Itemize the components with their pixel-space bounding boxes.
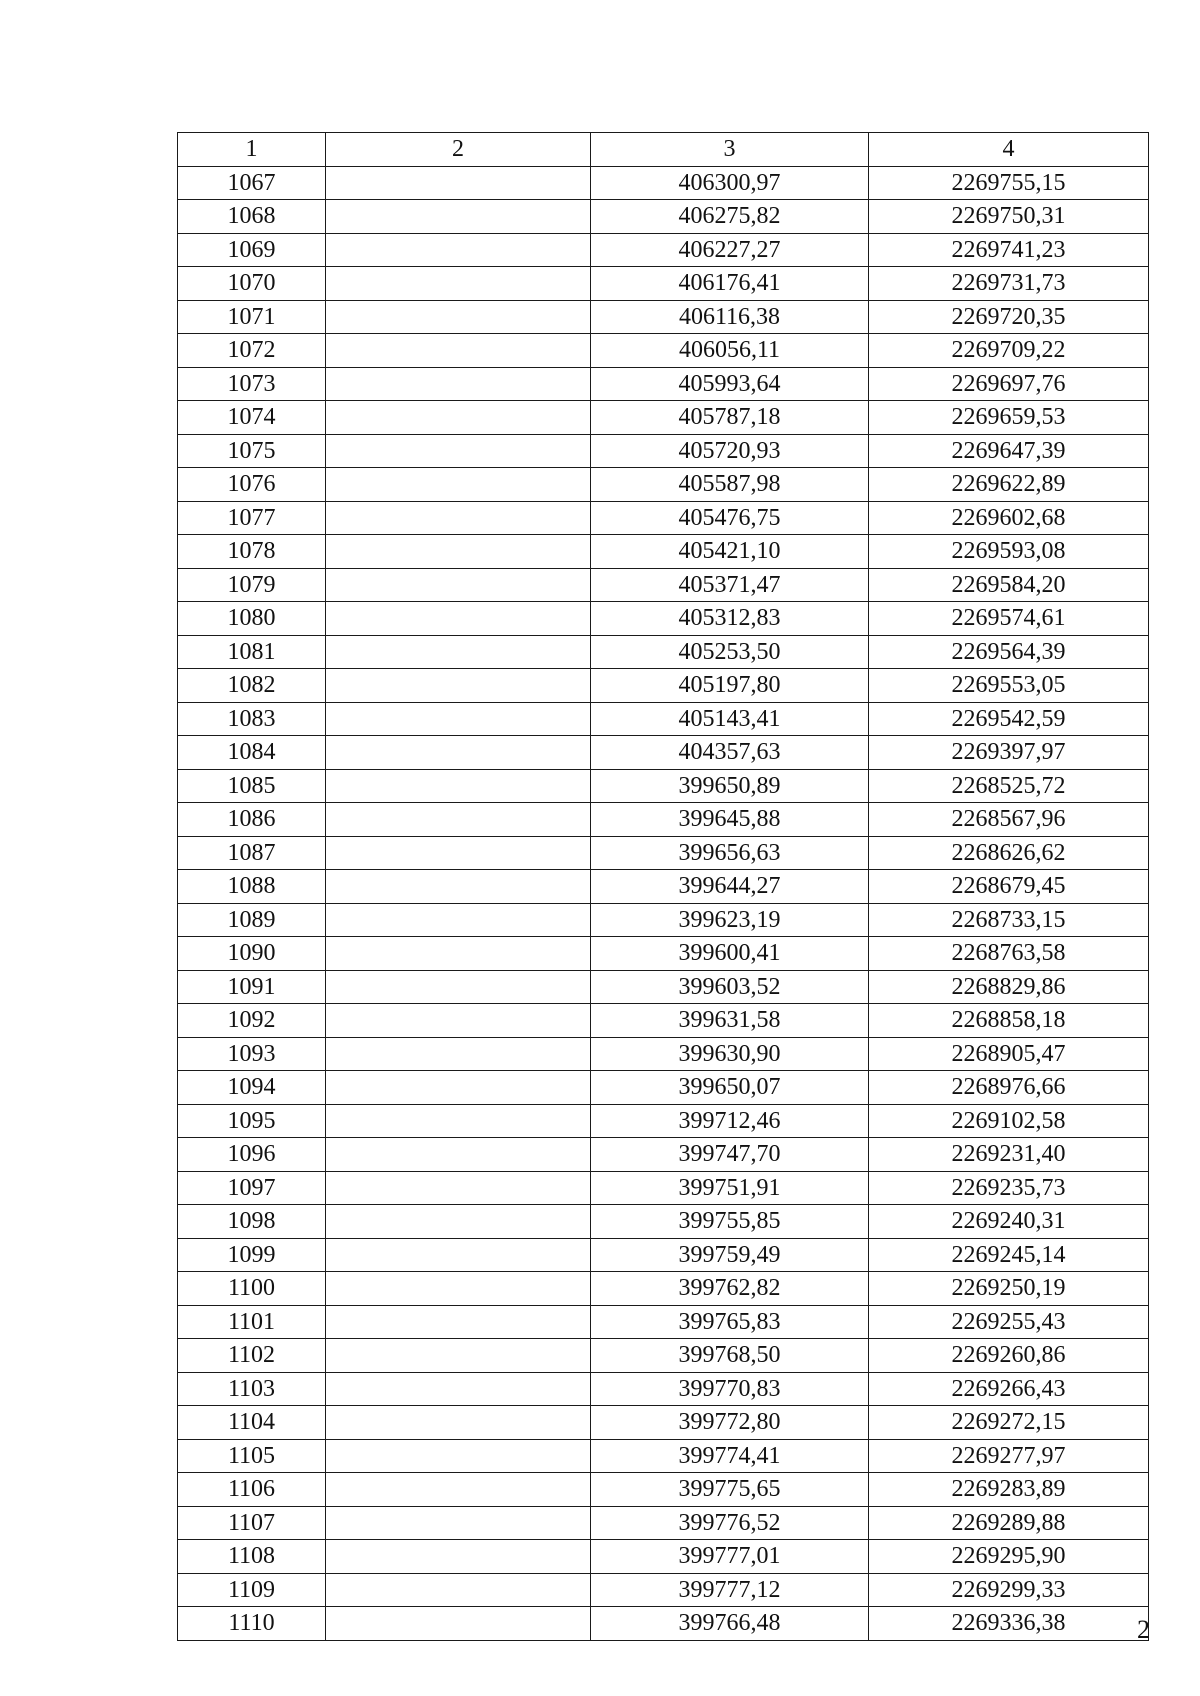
description-cell bbox=[326, 1138, 591, 1172]
table-row bbox=[178, 1372, 1149, 1406]
y-coordinate-cell: 2268858,18 bbox=[869, 1004, 1149, 1038]
y-coordinate-cell: 2269272,15 bbox=[869, 1406, 1149, 1440]
table-row bbox=[178, 903, 1149, 937]
description-cell bbox=[326, 334, 591, 368]
point-number-cell: 1101 bbox=[178, 1305, 326, 1339]
description-cell bbox=[326, 1071, 591, 1105]
description-cell bbox=[326, 903, 591, 937]
description-cell bbox=[326, 535, 591, 569]
x-coordinate-cell: 399766,48 bbox=[591, 1607, 869, 1641]
table-row bbox=[178, 166, 1149, 200]
y-coordinate-cell: 2269260,86 bbox=[869, 1339, 1149, 1373]
point-number-cell: 1084 bbox=[178, 736, 326, 770]
x-coordinate-cell: 405371,47 bbox=[591, 568, 869, 602]
y-coordinate-cell: 2269336,38 bbox=[869, 1607, 1149, 1641]
table-row bbox=[178, 468, 1149, 502]
y-coordinate-cell: 2269231,40 bbox=[869, 1138, 1149, 1172]
point-number-cell: 1073 bbox=[178, 367, 326, 401]
y-coordinate-cell: 2268829,86 bbox=[869, 970, 1149, 1004]
x-coordinate-cell: 406116,38 bbox=[591, 300, 869, 334]
table-row bbox=[178, 602, 1149, 636]
point-number-cell: 1086 bbox=[178, 803, 326, 837]
y-coordinate-cell: 2269255,43 bbox=[869, 1305, 1149, 1339]
x-coordinate-cell: 405476,75 bbox=[591, 501, 869, 535]
x-coordinate-cell: 399630,90 bbox=[591, 1037, 869, 1071]
y-coordinate-cell: 2269289,88 bbox=[869, 1506, 1149, 1540]
table-row bbox=[178, 1171, 1149, 1205]
header-cell-col2: 2 bbox=[326, 133, 591, 167]
y-coordinate-cell: 2268679,45 bbox=[869, 870, 1149, 904]
table-row bbox=[178, 434, 1149, 468]
table-row bbox=[178, 1205, 1149, 1239]
point-number-cell: 1102 bbox=[178, 1339, 326, 1373]
description-cell bbox=[326, 1205, 591, 1239]
y-coordinate-cell: 2269709,22 bbox=[869, 334, 1149, 368]
description-cell bbox=[326, 870, 591, 904]
y-coordinate-cell: 2268525,72 bbox=[869, 769, 1149, 803]
point-number-cell: 1095 bbox=[178, 1104, 326, 1138]
point-number-cell: 1077 bbox=[178, 501, 326, 535]
table-row bbox=[178, 1138, 1149, 1172]
x-coordinate-cell: 399776,52 bbox=[591, 1506, 869, 1540]
table-row bbox=[178, 200, 1149, 234]
point-number-cell: 1100 bbox=[178, 1272, 326, 1306]
point-number-cell: 1093 bbox=[178, 1037, 326, 1071]
y-coordinate-cell: 2268567,96 bbox=[869, 803, 1149, 837]
table-row bbox=[178, 970, 1149, 1004]
description-cell bbox=[326, 602, 591, 636]
description-cell bbox=[326, 1573, 591, 1607]
table-row bbox=[178, 501, 1149, 535]
point-number-cell: 1082 bbox=[178, 669, 326, 703]
table-row bbox=[178, 937, 1149, 971]
page-number: 2 bbox=[1137, 1615, 1150, 1644]
description-cell bbox=[326, 803, 591, 837]
x-coordinate-cell: 405787,18 bbox=[591, 401, 869, 435]
table-body bbox=[178, 166, 1149, 1640]
point-number-cell: 1071 bbox=[178, 300, 326, 334]
table-row bbox=[178, 568, 1149, 602]
x-coordinate-cell: 399603,52 bbox=[591, 970, 869, 1004]
description-cell bbox=[326, 501, 591, 535]
description-cell bbox=[326, 233, 591, 267]
point-number-cell: 1090 bbox=[178, 937, 326, 971]
table-row bbox=[178, 267, 1149, 301]
x-coordinate-cell: 406176,41 bbox=[591, 267, 869, 301]
y-coordinate-cell: 2268905,47 bbox=[869, 1037, 1149, 1071]
y-coordinate-cell: 2269397,97 bbox=[869, 736, 1149, 770]
table-row bbox=[178, 334, 1149, 368]
description-cell bbox=[326, 1439, 591, 1473]
y-coordinate-cell: 2269731,73 bbox=[869, 267, 1149, 301]
x-coordinate-cell: 399712,46 bbox=[591, 1104, 869, 1138]
point-number-cell: 1075 bbox=[178, 434, 326, 468]
x-coordinate-cell: 405720,93 bbox=[591, 434, 869, 468]
description-cell bbox=[326, 702, 591, 736]
description-cell bbox=[326, 1004, 591, 1038]
y-coordinate-cell: 2269720,35 bbox=[869, 300, 1149, 334]
header-cell-col4: 4 bbox=[869, 133, 1149, 167]
point-number-cell: 1087 bbox=[178, 836, 326, 870]
description-cell bbox=[326, 1607, 591, 1641]
y-coordinate-cell: 2269659,53 bbox=[869, 401, 1149, 435]
table-row bbox=[178, 1339, 1149, 1373]
table-row bbox=[178, 635, 1149, 669]
y-coordinate-cell: 2269240,31 bbox=[869, 1205, 1149, 1239]
x-coordinate-cell: 399650,89 bbox=[591, 769, 869, 803]
table-row bbox=[178, 1439, 1149, 1473]
y-coordinate-cell: 2269741,23 bbox=[869, 233, 1149, 267]
x-coordinate-cell: 405312,83 bbox=[591, 602, 869, 636]
description-cell bbox=[326, 1339, 591, 1373]
x-coordinate-cell: 399770,83 bbox=[591, 1372, 869, 1406]
table-row bbox=[178, 702, 1149, 736]
x-coordinate-cell: 405197,80 bbox=[591, 669, 869, 703]
coordinates-table bbox=[177, 132, 1149, 1641]
description-cell bbox=[326, 568, 591, 602]
x-coordinate-cell: 399600,41 bbox=[591, 937, 869, 971]
table-row bbox=[178, 401, 1149, 435]
y-coordinate-cell: 2269235,73 bbox=[869, 1171, 1149, 1205]
description-cell bbox=[326, 401, 591, 435]
point-number-cell: 1081 bbox=[178, 635, 326, 669]
x-coordinate-cell: 404357,63 bbox=[591, 736, 869, 770]
point-number-cell: 1079 bbox=[178, 568, 326, 602]
x-coordinate-cell: 399656,63 bbox=[591, 836, 869, 870]
y-coordinate-cell: 2268763,58 bbox=[869, 937, 1149, 971]
point-number-cell: 1107 bbox=[178, 1506, 326, 1540]
x-coordinate-cell: 405143,41 bbox=[591, 702, 869, 736]
point-number-cell: 1092 bbox=[178, 1004, 326, 1038]
description-cell bbox=[326, 1305, 591, 1339]
description-cell bbox=[326, 166, 591, 200]
description-cell bbox=[326, 836, 591, 870]
description-cell bbox=[326, 1506, 591, 1540]
table-row bbox=[178, 836, 1149, 870]
point-number-cell: 1110 bbox=[178, 1607, 326, 1641]
x-coordinate-cell: 406056,11 bbox=[591, 334, 869, 368]
table-row bbox=[178, 300, 1149, 334]
description-cell bbox=[326, 669, 591, 703]
description-cell bbox=[326, 434, 591, 468]
x-coordinate-cell: 405253,50 bbox=[591, 635, 869, 669]
description-cell bbox=[326, 937, 591, 971]
description-cell bbox=[326, 635, 591, 669]
y-coordinate-cell: 2269299,33 bbox=[869, 1573, 1149, 1607]
table-row bbox=[178, 769, 1149, 803]
table-row bbox=[178, 803, 1149, 837]
y-coordinate-cell: 2269647,39 bbox=[869, 434, 1149, 468]
description-cell bbox=[326, 468, 591, 502]
header-cell-col1: 1 bbox=[178, 133, 326, 167]
y-coordinate-cell: 2269102,58 bbox=[869, 1104, 1149, 1138]
description-cell bbox=[326, 1171, 591, 1205]
point-number-cell: 1097 bbox=[178, 1171, 326, 1205]
table-row bbox=[178, 870, 1149, 904]
x-coordinate-cell: 399768,50 bbox=[591, 1339, 869, 1373]
x-coordinate-cell: 406300,97 bbox=[591, 166, 869, 200]
description-cell bbox=[326, 1272, 591, 1306]
y-coordinate-cell: 2269602,68 bbox=[869, 501, 1149, 535]
table-row bbox=[178, 1037, 1149, 1071]
y-coordinate-cell: 2269553,05 bbox=[869, 669, 1149, 703]
point-number-cell: 1089 bbox=[178, 903, 326, 937]
description-cell bbox=[326, 367, 591, 401]
x-coordinate-cell: 399772,80 bbox=[591, 1406, 869, 1440]
table-row bbox=[178, 736, 1149, 770]
description-cell bbox=[326, 1037, 591, 1071]
y-coordinate-cell: 2269574,61 bbox=[869, 602, 1149, 636]
table-row bbox=[178, 669, 1149, 703]
point-number-cell: 1076 bbox=[178, 468, 326, 502]
x-coordinate-cell: 405421,10 bbox=[591, 535, 869, 569]
x-coordinate-cell: 399631,58 bbox=[591, 1004, 869, 1038]
point-number-cell: 1070 bbox=[178, 267, 326, 301]
x-coordinate-cell: 399774,41 bbox=[591, 1439, 869, 1473]
table-row bbox=[178, 1607, 1149, 1641]
y-coordinate-cell: 2269697,76 bbox=[869, 367, 1149, 401]
x-coordinate-cell: 406275,82 bbox=[591, 200, 869, 234]
table-row bbox=[178, 1305, 1149, 1339]
table-row bbox=[178, 1540, 1149, 1574]
table-header bbox=[178, 133, 1149, 167]
x-coordinate-cell: 405587,98 bbox=[591, 468, 869, 502]
x-coordinate-cell: 399623,19 bbox=[591, 903, 869, 937]
description-cell bbox=[326, 200, 591, 234]
point-number-cell: 1103 bbox=[178, 1372, 326, 1406]
x-coordinate-cell: 399751,91 bbox=[591, 1171, 869, 1205]
y-coordinate-cell: 2269283,89 bbox=[869, 1473, 1149, 1507]
y-coordinate-cell: 2269295,90 bbox=[869, 1540, 1149, 1574]
point-number-cell: 1106 bbox=[178, 1473, 326, 1507]
description-cell bbox=[326, 267, 591, 301]
table-row bbox=[178, 1238, 1149, 1272]
point-number-cell: 1099 bbox=[178, 1238, 326, 1272]
table-row bbox=[178, 233, 1149, 267]
description-cell bbox=[326, 1473, 591, 1507]
table-row bbox=[178, 367, 1149, 401]
x-coordinate-cell: 405993,64 bbox=[591, 367, 869, 401]
y-coordinate-cell: 2269593,08 bbox=[869, 535, 1149, 569]
table-row bbox=[178, 1071, 1149, 1105]
point-number-cell: 1088 bbox=[178, 870, 326, 904]
point-number-cell: 1096 bbox=[178, 1138, 326, 1172]
y-coordinate-cell: 2269245,14 bbox=[869, 1238, 1149, 1272]
description-cell bbox=[326, 1238, 591, 1272]
point-number-cell: 1085 bbox=[178, 769, 326, 803]
x-coordinate-cell: 399645,88 bbox=[591, 803, 869, 837]
y-coordinate-cell: 2268626,62 bbox=[869, 836, 1149, 870]
table-row bbox=[178, 1473, 1149, 1507]
table-row bbox=[178, 1272, 1149, 1306]
x-coordinate-cell: 399650,07 bbox=[591, 1071, 869, 1105]
x-coordinate-cell: 399755,85 bbox=[591, 1205, 869, 1239]
description-cell bbox=[326, 1406, 591, 1440]
point-number-cell: 1068 bbox=[178, 200, 326, 234]
x-coordinate-cell: 399777,01 bbox=[591, 1540, 869, 1574]
table-row bbox=[178, 1104, 1149, 1138]
x-coordinate-cell: 399747,70 bbox=[591, 1138, 869, 1172]
header-row bbox=[178, 133, 1149, 167]
y-coordinate-cell: 2269564,39 bbox=[869, 635, 1149, 669]
description-cell bbox=[326, 1540, 591, 1574]
x-coordinate-cell: 399762,82 bbox=[591, 1272, 869, 1306]
point-number-cell: 1104 bbox=[178, 1406, 326, 1440]
y-coordinate-cell: 2269542,59 bbox=[869, 702, 1149, 736]
y-coordinate-cell: 2268976,66 bbox=[869, 1071, 1149, 1105]
y-coordinate-cell: 2269584,20 bbox=[869, 568, 1149, 602]
point-number-cell: 1078 bbox=[178, 535, 326, 569]
y-coordinate-cell: 2269266,43 bbox=[869, 1372, 1149, 1406]
point-number-cell: 1091 bbox=[178, 970, 326, 1004]
x-coordinate-cell: 399775,65 bbox=[591, 1473, 869, 1507]
description-cell bbox=[326, 300, 591, 334]
description-cell bbox=[326, 1372, 591, 1406]
point-number-cell: 1083 bbox=[178, 702, 326, 736]
y-coordinate-cell: 2269755,15 bbox=[869, 166, 1149, 200]
x-coordinate-cell: 399759,49 bbox=[591, 1238, 869, 1272]
point-number-cell: 1074 bbox=[178, 401, 326, 435]
description-cell bbox=[326, 736, 591, 770]
header-cell-col3: 3 bbox=[591, 133, 869, 167]
x-coordinate-cell: 399644,27 bbox=[591, 870, 869, 904]
point-number-cell: 1069 bbox=[178, 233, 326, 267]
point-number-cell: 1109 bbox=[178, 1573, 326, 1607]
x-coordinate-cell: 399777,12 bbox=[591, 1573, 869, 1607]
table-row bbox=[178, 535, 1149, 569]
description-cell bbox=[326, 1104, 591, 1138]
y-coordinate-cell: 2269277,97 bbox=[869, 1439, 1149, 1473]
description-cell bbox=[326, 769, 591, 803]
point-number-cell: 1105 bbox=[178, 1439, 326, 1473]
x-coordinate-cell: 399765,83 bbox=[591, 1305, 869, 1339]
y-coordinate-cell: 2269750,31 bbox=[869, 200, 1149, 234]
y-coordinate-cell: 2269250,19 bbox=[869, 1272, 1149, 1306]
point-number-cell: 1108 bbox=[178, 1540, 326, 1574]
description-cell bbox=[326, 970, 591, 1004]
y-coordinate-cell: 2268733,15 bbox=[869, 903, 1149, 937]
table-row bbox=[178, 1004, 1149, 1038]
point-number-cell: 1080 bbox=[178, 602, 326, 636]
table-row bbox=[178, 1573, 1149, 1607]
point-number-cell: 1094 bbox=[178, 1071, 326, 1105]
table-row bbox=[178, 1406, 1149, 1440]
point-number-cell: 1098 bbox=[178, 1205, 326, 1239]
y-coordinate-cell: 2269622,89 bbox=[869, 468, 1149, 502]
point-number-cell: 1072 bbox=[178, 334, 326, 368]
point-number-cell: 1067 bbox=[178, 166, 326, 200]
x-coordinate-cell: 406227,27 bbox=[591, 233, 869, 267]
table-row bbox=[178, 1506, 1149, 1540]
